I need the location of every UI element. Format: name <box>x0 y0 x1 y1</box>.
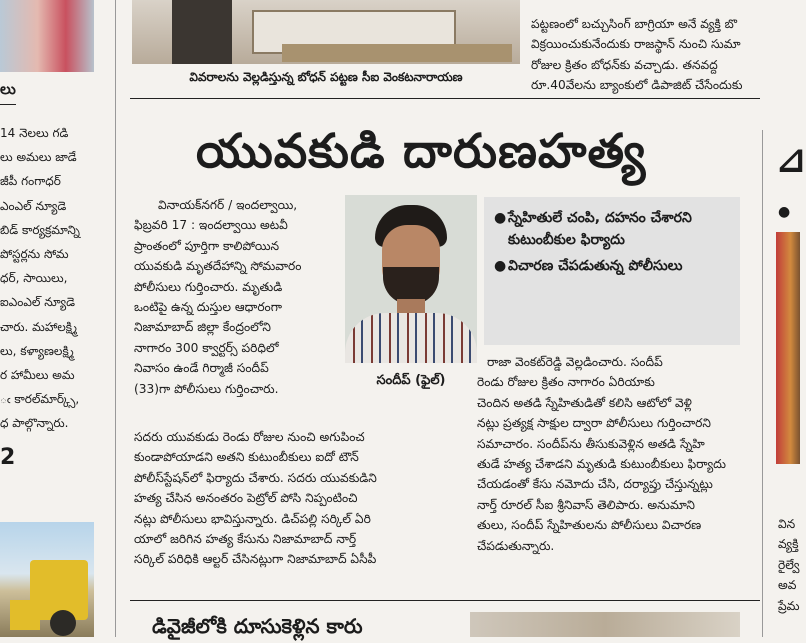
article-photo-caption: సందీప్ (ఫైల్) <box>376 373 446 388</box>
article-body-col1-cont <box>134 427 438 570</box>
article-body-col2 <box>477 352 747 556</box>
text-line: ధర్, సాయిలు, <box>0 271 68 286</box>
left-column-heading: లు <box>0 80 16 98</box>
text-line: ఁ కారల్‌మార్క్స్, <box>0 392 80 407</box>
article-body-col1 <box>134 195 338 399</box>
text-line: హత్య చేసిన అనంతరం పెట్రోల్ పోసి నిప్పంటించి <box>134 491 358 506</box>
left-column-heading-rule <box>0 104 16 105</box>
text-line: లు, కళ్యాణలక్ష్మి <box>0 343 74 358</box>
text-line: వ్యక్తి <box>778 537 799 552</box>
bottom-section-divider <box>130 600 760 601</box>
top-right-article-text <box>531 0 800 96</box>
left-column-fragment: 2 <box>0 445 16 470</box>
text-line: బిడ్ కార్యక్రమాన్ని <box>0 222 80 237</box>
text-line: పోలీస్‌స్టేషన్‌లో ఫిర్యాదు చేశారు. సదరు యువకుడిని <box>134 470 377 485</box>
text-line: పోలీసులు గుర్తించారు. మృతుడి <box>134 279 283 294</box>
article-highlights-box <box>484 197 740 345</box>
text-line: కుండాపోయాడని అతని కుటుంబీకులు ఐదో టౌన్ <box>134 450 359 465</box>
article-headline: యువకుడి దారుణహత్య <box>196 124 647 179</box>
text-line: రెండు రోజుల క్రితం నాగారం ఏరియాకు <box>477 375 655 390</box>
text-line: తుడే హత్య చేశాడని మృతుడి కుటుంబీకులు ఫిర్యాదు <box>477 457 726 472</box>
text-line: వినాయక్‌నగర్ / ఇందల్వాయి, <box>158 198 298 212</box>
column-divider-right <box>762 130 763 637</box>
text-line: జీపీ గంగాధర్ <box>0 174 61 189</box>
text-line: పోస్టర్లను సోమ <box>0 247 69 262</box>
text-line: నట్లు ప్రత్యక్ష సాక్షుల ద్వారా పోలీసులు గుర్తించారని <box>477 416 711 431</box>
text-line: ఫిబ్రవరి 17 : ఇందల్వాయి అటవీ <box>134 218 288 233</box>
text-line: పట్టణంలో బచ్చుసింగ్ బాగ్రియా అనే వ్యక్తి బొ <box>531 17 738 31</box>
text-line: చెందిన అతడి స్నేహితుడితో కలిసి ఆటోలో వెళ్లి <box>477 395 692 410</box>
text-line: విక్రయించుకునేందుకు రాజస్థాన్ నుంచి సుమా <box>531 37 741 52</box>
text-line: (33)గా పోలీసులు గుర్తించారు. <box>134 381 279 396</box>
text-line: సదరు యువకుడు రెండు రోజుల నుంచి అగుపించ <box>134 430 365 444</box>
text-line: నార్త్ రూరల్ సీఐ శ్రీనివాస్ తెలిపారు. అనుమాని <box>477 497 695 512</box>
text-line: తులు, సందీప్ స్నేహితులను పోలీసులు విచారణ <box>477 518 702 533</box>
text-line: రూ.40వేలను బ్యాంకులో డిపాజిట్ చేసేందుకు <box>531 78 743 93</box>
text-line: నాగారం 300 క్వార్టర్స్ పరిధిలో <box>134 340 279 355</box>
text-line: విన <box>778 517 796 531</box>
right-column-fragment: ⊿ <box>776 140 806 181</box>
text-line: ప్రేమ <box>778 598 800 613</box>
bottom-right-photo <box>470 612 740 637</box>
section-divider <box>130 98 760 99</box>
text-line: లు అమలు జాడే <box>0 150 77 165</box>
text-line: ఐఎంఎల్ న్యూడె <box>0 295 76 310</box>
text-line: సర్కిల్ పరిధికి ఆల్టర్ చేసినట్లుగా నిజామాబాద్ ఏసీపీ <box>134 552 377 567</box>
highlight-item <box>494 207 728 251</box>
text-line: నట్లు పోలీసులు భావిస్తున్నారు. డిచ్‌పల్లి సర్కిల్ ఏరి <box>134 511 371 526</box>
bullet-icon: ● <box>494 210 507 226</box>
left-column-text <box>0 121 96 436</box>
text-line: 14 నెలలు గడి <box>0 126 69 140</box>
text-line: ప్రాంతంలో పూర్తిగా కాలిపోయిన <box>134 238 280 253</box>
text-line: ఎంఎల్ న్యూడె <box>0 198 67 213</box>
left-column-bottom-photo <box>0 522 94 637</box>
text-line: నివాసం ఉండే గిర్మాజీ సందీప్ <box>134 361 269 376</box>
bottom-article-headline: డివైజీలోకి దూసుకెళ్లిన కారు <box>152 614 363 638</box>
top-center-photo <box>132 0 520 64</box>
left-column-top-photo <box>0 0 94 72</box>
text-line: సమాచారం. సందీప్‌ను తీసుకువెళ్లిన అతడి స్నేహి <box>477 436 705 451</box>
text-line: చేపడుతున్నారు. <box>477 538 555 553</box>
text-line: రైల్వే <box>778 557 800 572</box>
bullet-icon: ● <box>494 258 507 274</box>
text-line: అవ <box>778 578 797 593</box>
article-photo <box>345 195 477 363</box>
text-line: చేయడంతో కేసు నమోదు చేసి, దర్యాప్తు చేస్తున్నట్లు <box>477 477 713 492</box>
highlight-item <box>494 255 728 277</box>
highlight-text: విచారణ చేపడుతున్న పోలీసులు <box>508 258 683 274</box>
text-line: రాజా వెంకట్‌రెడ్డి వెల్లడించారు. సందీప్ <box>487 355 663 369</box>
text-line: చారు. మహాలక్ష్మి <box>0 319 78 334</box>
highlight-text: స్నేహితులే చంపి, దహనం చేశారని కుటుంబీకుల ఫిర్యాదు <box>508 210 692 248</box>
text-line: యువకుడి మృతదేహాన్ని సోమవారం <box>134 259 302 274</box>
top-photo-caption: వివరాలను వెల్లడిస్తున్న బోధన్ పట్టణ సీఐ వెంకటనారాయణ <box>189 70 463 84</box>
text-line: రోజుల క్రితం బోధన్‌కు వచ్చాడు. తనవద్ద <box>531 57 718 72</box>
text-line: నిజామాబాద్ జిల్లా కేంద్రంలోని <box>134 320 271 335</box>
right-column-photo <box>776 232 800 464</box>
text-line: ర హామీలు అమ <box>0 368 75 383</box>
column-divider-left <box>115 0 116 637</box>
text-line: యాలో జరిగిన హత్య కేసును నిజామాబాద్ నార్త్ <box>134 532 357 547</box>
bullet-icon: ● <box>778 204 791 220</box>
text-line: ధ పాల్గొన్నారు. <box>0 416 69 431</box>
text-line: ఒంటిపై ఉన్న దుస్తుల ఆధారంగా <box>134 300 282 315</box>
right-column-text <box>778 514 800 616</box>
